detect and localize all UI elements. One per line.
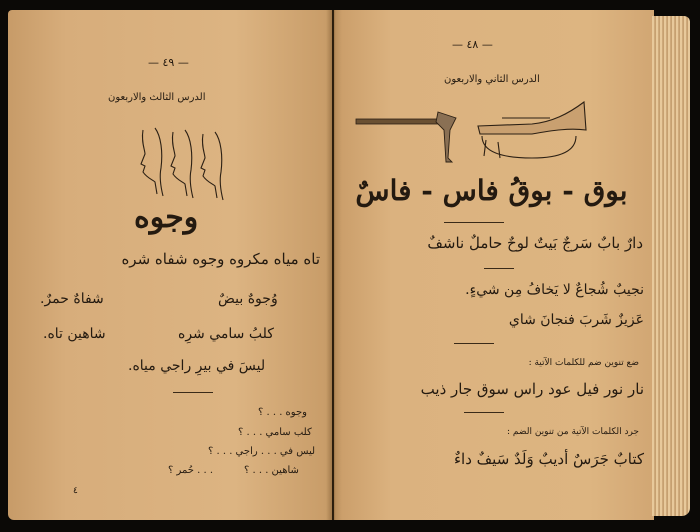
divider xyxy=(464,412,504,413)
left-line-1: تاه مياه مكروه وجوه شفاه شره xyxy=(121,250,320,268)
pickaxe-illustration xyxy=(352,110,462,166)
right-line-1: دارٌ بابٌ سَرجٌ بَيتٌ لوحٌ حاملٌ ناشفٌ xyxy=(427,234,643,252)
divider xyxy=(173,392,213,393)
left-line-3b: شاهين تاه. xyxy=(43,326,106,342)
left-line-3a: كلبُ سامي شرِه xyxy=(178,326,274,342)
left-line-2a: وُجوهٌ بيضٌ xyxy=(218,291,278,307)
right-line-4: نار نور فيل عود راس سوق جار ذيب xyxy=(420,380,644,398)
left-line-4: ليسَ في بيرِ راجي مياه. xyxy=(128,358,266,374)
divider xyxy=(444,222,504,223)
exercise-1: وجوه . . . ؟ xyxy=(258,407,307,418)
right-big-words: بوق - بوقُ فاس - فاسٌ xyxy=(355,174,628,207)
page-edges xyxy=(652,16,690,516)
horn-illustration xyxy=(472,96,592,168)
left-lesson-title: الدرس الثالث والاربعون xyxy=(108,92,206,103)
right-line-2: نجيبٌ شُجاعٌ لا يَخافُ مِن شيءٍ. xyxy=(465,282,644,298)
left-page-number: — ٤٩ — xyxy=(148,56,189,69)
left-big-word: وجوه xyxy=(134,200,199,235)
right-page-number: — ٤٨ — xyxy=(452,38,493,51)
exercise-3: ليس في . . . راجي . . . ؟ xyxy=(208,446,316,457)
right-lesson-title: الدرس الثاني والاربعون xyxy=(444,74,540,85)
divider xyxy=(454,343,494,344)
footer-mark: ٤ xyxy=(73,486,78,496)
right-line-5: كتابٌ جَرَسٌ أديبٌ وَلَدٌ سَيفٌ داءٌ xyxy=(453,450,644,468)
faces-illustration xyxy=(133,122,238,202)
right-page xyxy=(334,10,654,520)
exercise-2: كلب سامي . . . ؟ xyxy=(238,427,312,438)
instruction-1: ضع تنوين ضم للكلمات الآتية : xyxy=(528,358,639,368)
book-gutter xyxy=(326,10,342,520)
exercise-right: . . . حُمر ؟ xyxy=(168,465,214,476)
left-page xyxy=(8,10,332,520)
left-line-2b: شفاهٌ حمرٌ. xyxy=(40,291,104,307)
right-line-3: عَزيزٌ شَربَ فنجانَ شاي xyxy=(508,312,644,328)
exercise-4: شاهين . . . ؟ xyxy=(244,465,299,476)
instruction-2: جرد الكلمات الآتية من تنوين الضم : xyxy=(507,427,639,437)
open-book xyxy=(8,8,690,524)
divider xyxy=(484,268,514,269)
